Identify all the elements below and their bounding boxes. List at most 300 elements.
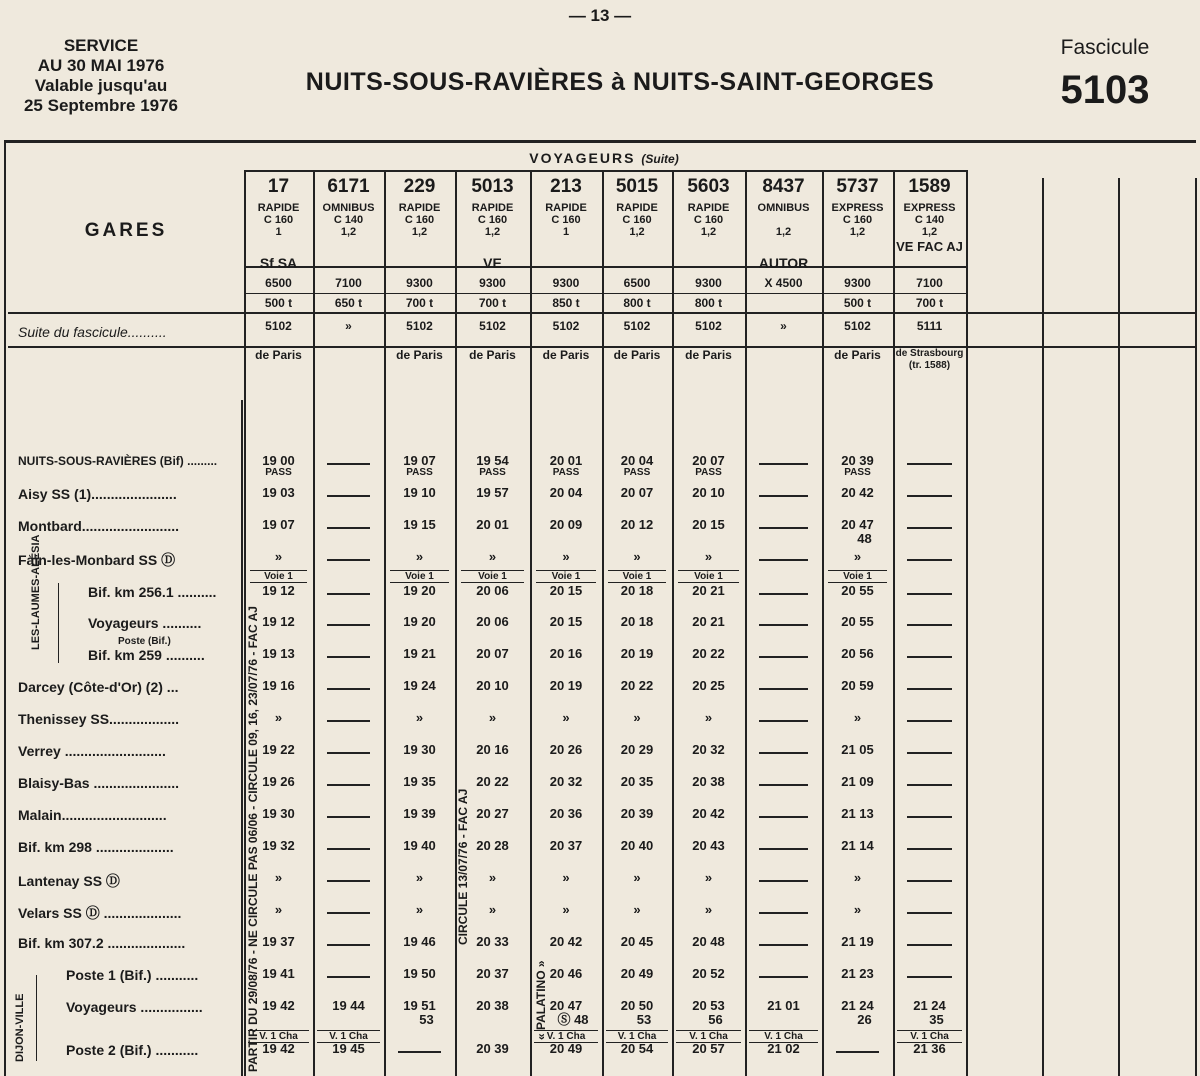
time-cell [602, 486, 672, 500]
time-value: 20 49 [620, 966, 654, 981]
no-stop-dash [907, 944, 952, 946]
v1cha-label: V. 1 Cha [248, 1030, 309, 1043]
time-value: » [704, 549, 713, 564]
train-class: 1,2 [411, 226, 428, 238]
station-name: Aisy SS (1)...................... [18, 486, 177, 502]
no-stop-dash [759, 624, 808, 626]
time-value: 19 51 [403, 998, 436, 1013]
train-mat: 9300 [479, 276, 506, 290]
fascicule-label: Fascicule [1060, 36, 1150, 59]
time-cell [384, 999, 455, 1027]
time-value: » [415, 549, 424, 564]
train-class: 1 [562, 226, 570, 238]
train-fasc: 5102 [623, 319, 651, 333]
train-category: C 160 [842, 214, 873, 226]
time-value: 20 39 [476, 1041, 509, 1056]
no-stop-dash [327, 912, 370, 914]
time-value: 20 37 [476, 966, 509, 981]
train-ton: 800 t [623, 296, 651, 310]
time-value: 21 36 [913, 1041, 946, 1056]
time-value: 20 47 [549, 998, 583, 1013]
service-line2: AU 30 MAI 1976 [37, 56, 165, 75]
time-value: 20 01 [549, 453, 583, 468]
time-value: 19 35 [403, 774, 436, 789]
time-value: 20 42 [692, 806, 725, 821]
time-value: » [853, 902, 862, 917]
train-header-1589 [893, 176, 966, 238]
time-value: » [633, 549, 641, 564]
voyageurs-label: VOYAGEURS [529, 150, 636, 166]
train-class: 1,2 [775, 226, 792, 238]
time-cell [672, 1042, 745, 1056]
train-number: 5015 [615, 176, 659, 197]
time-cell [530, 1042, 602, 1056]
time-cell [672, 743, 745, 757]
train-type: OMNIBUS [322, 202, 375, 214]
time-value: 19 24 [403, 678, 436, 693]
station-name: NUITS-SOUS-RAVIÈRES (Bif) ......... [18, 454, 218, 468]
time-value: 19 12 [262, 583, 295, 598]
time-value: 20 01 [476, 517, 509, 532]
time-sub: 53 [419, 1012, 434, 1027]
time-cell [384, 775, 455, 789]
train-class: 1 [275, 226, 282, 238]
time-value: 19 57 [476, 485, 509, 500]
time-cell [455, 647, 530, 661]
time-cell [530, 647, 602, 661]
train-from: de Paris [469, 348, 516, 362]
gares-column-rule [241, 400, 243, 1076]
time-cell [672, 518, 745, 532]
time-value: 20 55 [841, 583, 874, 598]
train-fasc: 5102 [552, 319, 580, 333]
time-cell [602, 775, 672, 789]
no-stop-dash [759, 880, 808, 882]
time-cell [672, 615, 745, 629]
extra-rule [968, 346, 1195, 348]
time-value: » [415, 902, 424, 917]
gares-rule [8, 346, 244, 348]
station-name: Voyageurs .......... [88, 615, 202, 631]
time-value: 19 44 [332, 998, 365, 1013]
time-value: 20 10 [692, 485, 725, 500]
voie1-label: Voie 1 [461, 570, 524, 583]
time-cell [384, 871, 455, 885]
time-cell [672, 807, 745, 821]
time-cell [602, 967, 672, 981]
train-header-6171 [313, 176, 384, 238]
time-cell [384, 711, 455, 725]
time-cell [530, 807, 602, 821]
train-header-5737 [822, 176, 893, 238]
time-cell [602, 647, 672, 661]
time-value: 20 15 [549, 583, 583, 598]
time-cell [530, 711, 602, 725]
time-value: » [633, 870, 641, 885]
train-fasc: 5102 [265, 319, 292, 333]
time-cell [244, 584, 313, 598]
time-cell [455, 615, 530, 629]
no-stop-dash [759, 688, 808, 690]
time-cell [822, 967, 893, 981]
time-value: 20 43 [692, 838, 725, 853]
time-cell [384, 454, 455, 478]
time-value: 20 12 [620, 517, 654, 532]
time-value: 19 37 [262, 934, 295, 949]
train-category: C 160 [263, 214, 294, 226]
time-cell [455, 967, 530, 981]
time-value: » [853, 549, 862, 564]
train-header-5013 [455, 176, 530, 238]
time-value: 20 09 [549, 517, 583, 532]
time-value: » [274, 870, 283, 885]
voyageurs-header [244, 150, 964, 166]
time-value: » [274, 710, 283, 725]
time-value: 20 36 [549, 806, 583, 821]
time-value: 20 39 [620, 806, 654, 821]
train-type: RAPIDE [687, 202, 730, 214]
time-value: 21 24 [841, 998, 874, 1013]
time-value: 19 50 [403, 966, 436, 981]
no-stop-dash [907, 688, 952, 690]
no-stop-dash [759, 559, 808, 561]
time-value: 20 25 [692, 678, 725, 693]
train-number: 229 [403, 176, 436, 197]
gares-rule [8, 312, 244, 314]
no-stop-dash [327, 880, 370, 882]
train-number: 8437 [762, 176, 805, 197]
time-value: 19 16 [262, 678, 295, 693]
time-cell [822, 999, 893, 1027]
station-name: Bif. km 307.2 .................... [18, 935, 186, 951]
time-cell [530, 486, 602, 500]
time-value: 21 05 [841, 742, 874, 757]
time-cell [822, 584, 893, 598]
time-value: 20 06 [476, 614, 509, 629]
time-cell [455, 775, 530, 789]
train-class: 1,2 [921, 226, 938, 238]
time-cell [384, 615, 455, 629]
train-ton: 700 t [405, 296, 434, 310]
time-value: 20 16 [549, 646, 583, 661]
time-value: 20 42 [549, 934, 583, 949]
no-stop-dash [759, 816, 808, 818]
time-value: » [633, 902, 641, 917]
time-value: 19 40 [403, 838, 436, 853]
train-from: de Paris [542, 348, 590, 362]
no-stop-dash [327, 495, 370, 497]
train-type: OMNIBUS [757, 202, 810, 214]
station-name: Poste 2 (Bif.) ........... [66, 1042, 199, 1058]
time-cell [384, 518, 455, 532]
no-stop-dash [327, 784, 370, 786]
time-cell [455, 711, 530, 725]
note-train-17: PARTIR DU 29/08/76 - NE CIRCULE PAS 06/06 - CIRCULE 09, 16, 23/07/76 - FAC AJ [246, 606, 260, 1072]
time-value: 19 54 [476, 453, 509, 468]
train-type: RAPIDE [398, 202, 441, 214]
train-header-213 [530, 176, 602, 238]
column-rule [1195, 178, 1197, 1076]
time-cell [455, 743, 530, 757]
train-header-5603 [672, 176, 745, 238]
time-cell [455, 999, 530, 1013]
no-stop-dash [907, 559, 952, 561]
no-stop-dash [907, 816, 952, 818]
voie1-label: Voie 1 [678, 570, 739, 583]
time-sub: 53 [636, 1012, 652, 1027]
header-rule [244, 312, 966, 314]
time-cell [530, 550, 602, 564]
time-value: 20 22 [620, 678, 654, 693]
time-value: 19 39 [403, 806, 436, 821]
header-rule [244, 170, 966, 172]
time-cell [672, 550, 745, 564]
time-cell [530, 775, 602, 789]
train-type: EXPRESS [903, 202, 956, 214]
time-value: 20 48 [692, 934, 725, 949]
time-cell [244, 550, 313, 564]
time-cell [602, 454, 672, 478]
time-value: » [488, 710, 497, 725]
time-value: 20 38 [692, 774, 725, 789]
time-value: 21 01 [767, 998, 800, 1013]
time-value: 20 29 [620, 742, 654, 757]
station-name: Voyageurs ................ [66, 999, 203, 1015]
time-value: » [704, 902, 713, 917]
time-value: 21 23 [841, 966, 874, 981]
time-value: 19 12 [262, 614, 295, 629]
time-cell [384, 903, 455, 917]
service-block [6, 36, 196, 116]
station-name: Montbard......................... [18, 518, 180, 534]
time-cell [822, 743, 893, 757]
time-cell [822, 839, 893, 853]
palatino-label: « PALATINO » [534, 960, 548, 1040]
v1cha-label: V. 1 Cha [676, 1030, 741, 1043]
train-type: RAPIDE [257, 202, 300, 214]
time-value: 19 30 [403, 742, 436, 757]
no-stop-dash [907, 720, 952, 722]
time-cell [893, 999, 966, 1027]
train-class: 1,2 [849, 226, 866, 238]
time-value: 20 28 [476, 838, 509, 853]
train-category: C 160 [477, 214, 508, 226]
time-value: 20 57 [692, 1041, 725, 1056]
station-name: Bif. km 298 .................... [18, 839, 174, 855]
time-cell [672, 871, 745, 885]
time-value: 20 46 [549, 966, 583, 981]
fascicule-block [1040, 36, 1170, 113]
train-mat: 9300 [406, 276, 433, 290]
station-name: Thenissey SS.................. [18, 711, 180, 727]
time-cell [455, 584, 530, 598]
train-category: C 160 [404, 214, 435, 226]
train-ton: 800 t [694, 296, 723, 310]
time-value: » [488, 870, 497, 885]
train-type: RAPIDE [616, 202, 658, 214]
train-class: 1,2 [629, 226, 645, 238]
time-value: 20 26 [549, 742, 583, 757]
time-cell [745, 1042, 822, 1056]
time-cell [384, 839, 455, 853]
time-cell [244, 486, 313, 500]
time-value: » [274, 902, 283, 917]
train-note: VE [483, 255, 502, 271]
time-value: 20 45 [620, 934, 654, 949]
time-sub: PASS [623, 467, 651, 478]
time-cell [672, 711, 745, 725]
time-value: 20 10 [476, 678, 509, 693]
time-cell [455, 454, 530, 478]
no-stop-dash [907, 624, 952, 626]
train-note: Sf SA [259, 255, 298, 271]
train-category: C 160 [622, 214, 652, 226]
time-value: 20 07 [476, 646, 509, 661]
time-value: » [415, 870, 424, 885]
train-from: de Paris [834, 348, 881, 362]
time-value: 19 21 [403, 646, 436, 661]
train-ton: 700 t [478, 296, 507, 310]
time-cell [455, 1042, 530, 1056]
time-cell [455, 518, 530, 532]
train-number: 1589 [908, 176, 951, 197]
time-value: 20 19 [549, 678, 583, 693]
time-cell [822, 615, 893, 629]
no-stop-dash [759, 593, 808, 595]
no-stop-dash [907, 784, 952, 786]
time-cell [822, 518, 893, 546]
time-value: » [562, 710, 570, 725]
time-value: 19 22 [262, 742, 295, 757]
no-stop-dash [327, 527, 370, 529]
voie1-label: Voie 1 [608, 570, 666, 583]
train-type: RAPIDE [545, 202, 587, 214]
time-value: 20 22 [476, 774, 509, 789]
time-cell [602, 679, 672, 693]
time-value: 20 38 [476, 998, 509, 1013]
time-value: » [488, 902, 497, 917]
time-cell [455, 486, 530, 500]
time-value: 19 42 [262, 998, 295, 1013]
train-number: 5737 [836, 176, 879, 197]
no-stop-dash [327, 944, 370, 946]
train-number: 213 [550, 176, 582, 197]
station-name: Darcey (Côte-d'Or) (2) ... [18, 679, 179, 695]
voie1-label: Voie 1 [828, 570, 887, 583]
header-rule [244, 266, 966, 268]
time-value: 20 07 [692, 453, 725, 468]
time-cell [244, 518, 313, 532]
poste-bif-label: Poste (Bif.) [118, 636, 171, 647]
train-mat: 9300 [552, 276, 580, 290]
no-stop-dash [759, 527, 808, 529]
time-value: 19 32 [262, 838, 295, 853]
time-cell [455, 550, 530, 564]
time-cell [530, 615, 602, 629]
train-fasc: 5102 [844, 319, 871, 333]
time-cell [822, 711, 893, 725]
time-value: 20 56 [841, 646, 874, 661]
train-fasc: 5102 [406, 319, 433, 333]
no-stop-dash [327, 688, 370, 690]
time-cell [822, 679, 893, 693]
no-stop-dash [327, 976, 370, 978]
train-fasc: » [345, 319, 352, 333]
time-cell [822, 903, 893, 917]
train-ton: 500 t [843, 296, 872, 310]
no-stop-dash [327, 463, 370, 465]
time-value: 20 18 [620, 583, 654, 598]
no-stop-dash [327, 593, 370, 595]
station-name: Velars SS Ⓓ .................... [18, 905, 182, 921]
train-class: 1,2 [340, 226, 357, 238]
time-value: 20 16 [476, 742, 509, 757]
time-cell [384, 486, 455, 500]
time-value: 20 18 [620, 614, 654, 629]
time-cell [602, 903, 672, 917]
train-note: VE FAC AJ [896, 239, 963, 254]
time-value: 20 55 [841, 614, 874, 629]
time-cell [530, 518, 602, 532]
time-value: 19 03 [262, 485, 295, 500]
time-sub: 56 [708, 1012, 723, 1027]
time-value: 19 41 [262, 966, 295, 981]
no-stop-dash [327, 656, 370, 658]
v1cha-label: V. 1 Cha [534, 1030, 598, 1043]
time-value: » [562, 549, 570, 564]
time-cell [530, 903, 602, 917]
no-stop-dash [327, 752, 370, 754]
no-stop-dash [759, 784, 808, 786]
train-mat: 6500 [623, 276, 651, 290]
time-value: » [704, 710, 713, 725]
time-value: 20 39 [841, 453, 874, 468]
time-cell [672, 454, 745, 478]
train-from: de Paris [685, 348, 732, 362]
train-number: 6171 [327, 176, 370, 197]
time-cell [602, 935, 672, 949]
time-value: 20 21 [692, 614, 725, 629]
time-cell [672, 839, 745, 853]
train-mat: X 4500 [764, 276, 803, 290]
time-cell [602, 584, 672, 598]
gares-header: GARES [84, 220, 168, 241]
train-type: RAPIDE [471, 202, 514, 214]
time-cell [602, 518, 672, 532]
train-from: de Strasbourg (tr. 1588) [895, 348, 964, 371]
time-value: 20 59 [841, 678, 874, 693]
column-rule [745, 170, 747, 1076]
time-cell [384, 550, 455, 564]
time-cell [384, 807, 455, 821]
train-mat: 9300 [695, 276, 722, 290]
no-stop-dash [759, 944, 808, 946]
time-cell [530, 679, 602, 693]
time-value: 20 07 [620, 485, 654, 500]
extra-rule [968, 312, 1195, 314]
time-sub: Ⓢ 48 [557, 1012, 589, 1027]
dijon-ville-label: DIJON-VILLE [14, 993, 26, 1062]
time-value: » [853, 710, 862, 725]
time-value: 20 04 [620, 453, 654, 468]
time-cell [672, 486, 745, 500]
time-value: 21 09 [841, 774, 874, 789]
time-sub: 35 [929, 1012, 944, 1027]
time-value: 20 50 [620, 998, 654, 1013]
time-cell [672, 584, 745, 598]
time-cell [530, 935, 602, 949]
time-sub: PASS [844, 467, 871, 478]
